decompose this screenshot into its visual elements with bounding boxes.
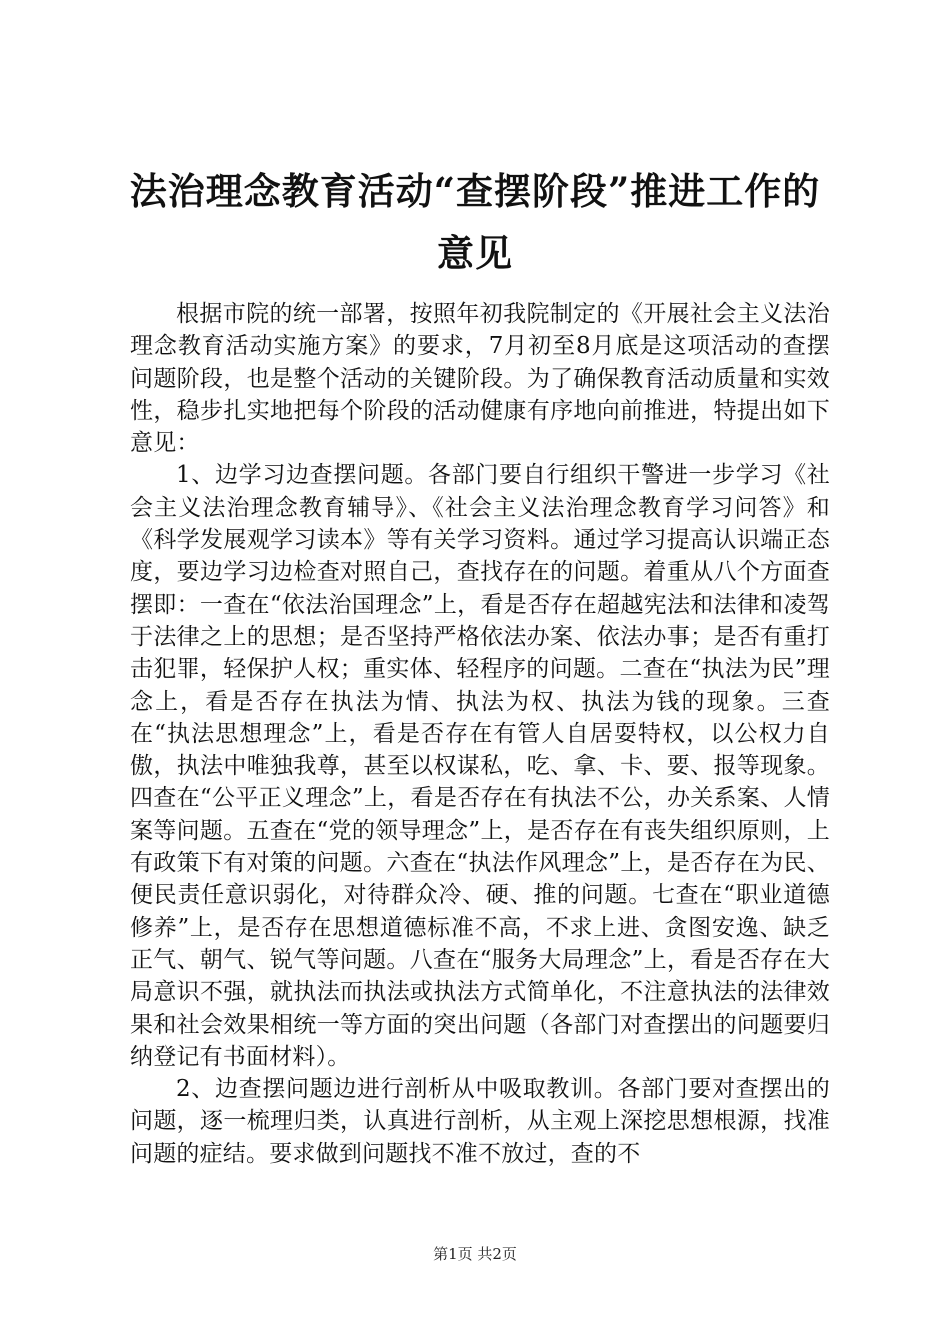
paragraph-intro: 根据市院的统一部署，按照年初我院制定的《开展社会主义法治理念教育活动实施方案》的要求，7月初至8月底是这项活动的查摆问题阶段，也是整个活动的关键阶段。为了确保教育活动质量和实效性，稳步扎实地把每个阶段的活动健康有序地向前推进，特提出如下意见： [130,301,830,457]
document-title: 法治理念教育活动“查摆阶段”推进工作的意见 [129,169,821,275]
page-number-footer: 第1页 共2页 [433,1245,517,1263]
paragraph-item-2: 2、边查摆问题边进行剖析从中吸取教训。各部门要对查摆出的问题，逐一梳理归类，认真进行剖析，从主观上深挖思想根源，找准问题的症结。要求做到问题找不准不放过，查的不 [130,1076,830,1167]
document-body [130,298,830,1170]
paragraph-item-1: 1、边学习边查摆问题。各部门要自行组织干警进一步学习《社会主义法治理念教育辅导》、《社会主义法治理念教育学习问答》和《科学发展观学习读本》等有关学习资料。通过学习提高认识端正态度，要边学习边检查对照自己，查找存在的问题。着重从八个方面查摆即：一查在“依法治国理念”上，看是否存在超越宪法和法律和凌驾于法律之上的思想；是否坚持严格依法办案、依法办事；是否有重打击犯罪，轻保护人权；重实体、轻程序的问题。二查在“执法为民”理念上，看是否存在执法为情、执法为权、执法为钱的现象。三查在“执法思想理念”上，看是否存在有管人自居耍特权，以公权力自傲，执法中唯独我尊，甚至以权谋私，吃、拿、卡、要、报等现象。四查在“公平正义理念”上，看是否存在有执法不公，办关系案、人情案等问题。五查在“党的领导理念”上，是否存在有丧失组织原则，上有政策下有对策的问题。六查在“执法作风理念”上，是否存在为民、便民责任意识弱化，对待群众冷、硬、推的问题。七查在“职业道德修养”上，是否存在思想道德标准不高，不求上进、贪图安逸、缺乏正气、朝气、锐气等问题。八查在“服务大局理念”上，看是否存在大局意识不强，就执法而执法或执法方式简单化，不注意执法的法律效果和社会效果相统一等方面的突出问题（各部门对查摆出的问题要归纳登记有书面材料）。 [130,462,830,1070]
